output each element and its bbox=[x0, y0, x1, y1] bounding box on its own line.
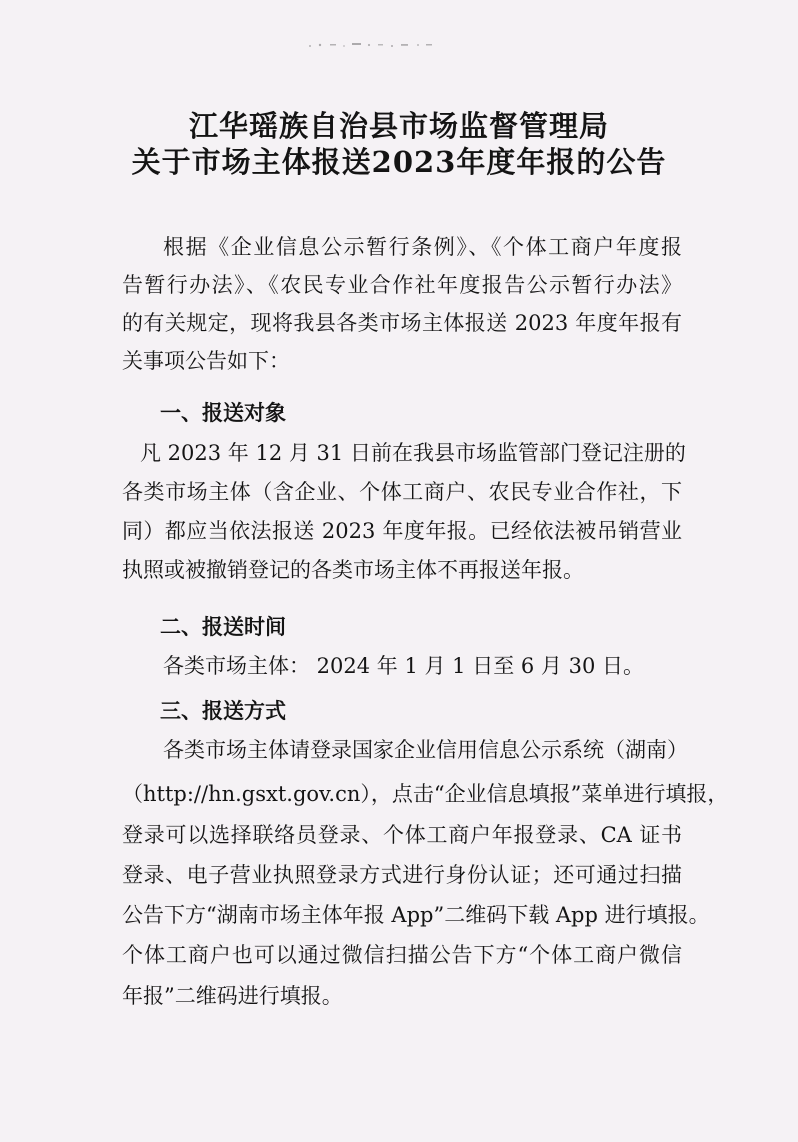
intro-line: 的有关规定，现将我县各类市场主体报送 2023 年度年报有 bbox=[122, 311, 682, 335]
intro-line: 关事项公告如下： bbox=[122, 349, 290, 373]
section-heading-method: 三、报送方式 bbox=[160, 699, 286, 723]
section-line: 公告下方“湖南市场主体年报 App”二维码下载 App 进行填报。 bbox=[122, 903, 710, 927]
section-line: 年报”二维码进行填报。 bbox=[122, 984, 343, 1008]
intro-line: 根据《企业信息公示暂行条例》、《个体工商户年度报 bbox=[163, 235, 682, 259]
section-line: 各类市场主体（含企业、个体工商户、农民专业合作社，下 bbox=[122, 480, 682, 504]
section-heading-target: 一、报送对象 bbox=[160, 401, 286, 425]
section-line: 各类市场主体： 2024 年 1 月 1 日至 6 月 30 日。 bbox=[163, 654, 644, 678]
section-line: 凡 2023 年 12 月 31 日前在我县市场监管部门登记注册的 bbox=[140, 441, 686, 465]
intro-line: 告暂行办法》、《农民专业合作社年度报告公示暂行办法》 bbox=[122, 273, 682, 297]
section-line: 执照或被撤销登记的各类市场主体不再报送年报。 bbox=[122, 558, 584, 582]
section-heading-time: 二、报送时间 bbox=[160, 615, 286, 639]
section-line: 登录、电子营业执照登录方式进行身份认证；还可通过扫描 bbox=[122, 863, 682, 887]
section-line: 同）都应当依法报送 2023 年度年报。已经依法被吊销营业 bbox=[122, 519, 682, 543]
scan-artifact-icon bbox=[306, 41, 436, 49]
section-line: 个体工商户也可以通过微信扫描公告下方“个体工商户微信 bbox=[122, 943, 682, 967]
section-line: （http://hn.gsxt.gov.cn），点击“企业信息填报”菜单进行填报， bbox=[122, 782, 729, 806]
document-title-line2: 关于市场主体报送2023年度年报的公告 bbox=[131, 145, 667, 179]
section-line: 登录可以选择联络员登录、个体工商户年报登录、CA 证书 bbox=[122, 823, 682, 847]
document-title-line1: 江华瑶族自治县市场监督管理局 bbox=[188, 109, 609, 143]
section-line: 各类市场主体请登录国家企业信用信息公示系统（湖南） bbox=[163, 738, 688, 762]
